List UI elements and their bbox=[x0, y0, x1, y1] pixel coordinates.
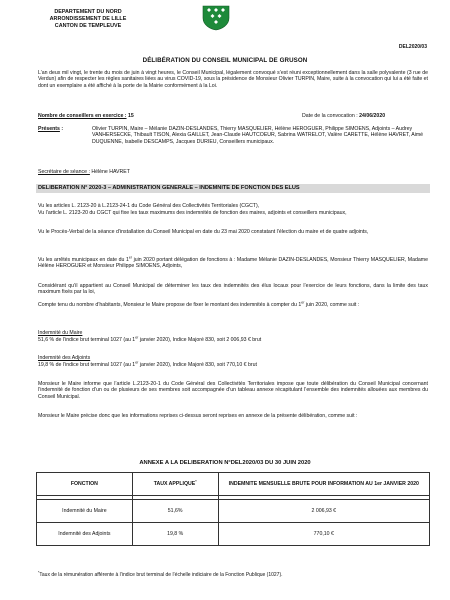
mayor-indemnity-text bbox=[38, 337, 261, 343]
members-count bbox=[38, 113, 134, 119]
annex-cell-rate: 51,6% bbox=[132, 500, 218, 523]
paragraph-article-2123-20-1: Monsieur le Maire informe que l’article L.2123-20-1 du Code Général des Collectivités Territoriales impose que toute délibération du Conseil Municipal concernant l’indemnité de fonction d’un ou de plusieurs de ses membres soit accompagnée d’un tableau annexe récapitulant l’ensemble des indemnités allouées aux membres du Conseil Municipal. bbox=[38, 381, 428, 400]
footnote-text: Taux de la rémunération afférente à l’indice brut terminal de l’échelle indiciaire de la Fonction Publique (1027). bbox=[39, 572, 283, 578]
mayor-sup: er bbox=[135, 335, 139, 340]
administrative-header bbox=[28, 9, 148, 30]
annex-header-rate-text: TAUX APPLIQUE bbox=[153, 481, 196, 487]
annex-cell-function: Indemnité du Maire bbox=[37, 500, 133, 523]
adjoints-sup: er bbox=[135, 360, 139, 365]
table-row bbox=[37, 523, 430, 546]
document-title: DÉLIBÉRATION DU CONSEIL MUNICIPAL DE GRUSON bbox=[142, 57, 308, 64]
table-row bbox=[37, 500, 430, 523]
secretary-value: Hélène HAVRET bbox=[91, 169, 130, 175]
paragraph-considering: Considérant qu’il appartient au Conseil Municipal de déterminer les taux des indemnités des élus locaux pour l’exercice de leurs fonctions, dans la limite des taux maximum fixés par la loi, bbox=[38, 283, 428, 296]
secretary-label: Secrétaire de séance : bbox=[38, 169, 90, 175]
mayor-indemnity-label: Indemnité du Maire bbox=[38, 330, 83, 336]
annex-title: ANNEXE A LA DELIBERATION N°DEL2020/03 DU 30 JUIN 2020 bbox=[139, 460, 311, 466]
annex-table bbox=[36, 472, 430, 546]
annex-cell-function: Indemnité des Adjoints bbox=[37, 523, 133, 546]
paragraph-articles: Vu les articles L. 2123-20 à L.2123-24-1 du Code Général des Collectivités Territoriales (CGCT), bbox=[38, 203, 260, 209]
header-line-canton: CANTON DE TEMPLEUVE bbox=[54, 23, 122, 29]
adjoints-indemnity-text bbox=[38, 362, 257, 368]
proposal-sup: er bbox=[301, 300, 305, 305]
paragraph-delegation bbox=[38, 257, 428, 270]
annex-cell-amount: 2 006,93 € bbox=[218, 500, 429, 523]
intro-paragraph: L’an deux mil vingt, le trente du mois de juin à vingt heures, le Conseil Municipal, légalement convoqué s’est réuni exceptionnellement dans la salle polyvalente (3 rue de Verdun) afin de respecter les règles sanitaires liées au virus COVID-19, sous la présidence de Monsieur Olivier TURPIN, Maire, suite à la convocation qui lui a été faite et dont un exemplaire a été affiché à la porte de la Mairie conformément à la Loi. bbox=[38, 70, 428, 89]
deliberation-title-band: DELIBERATION N° 2020-3 – ADMINISTRATION GENERALE – INDEMNITE DE FONCTION DES ELUS bbox=[36, 184, 430, 193]
convocation-date-value: 24/06/2020 bbox=[359, 113, 386, 119]
footnote-mark: * bbox=[38, 570, 40, 575]
presents-label: Présents bbox=[38, 126, 60, 132]
mayor-text-start: 51,6 % de l’indice brut terminal 1027 (au 1 bbox=[38, 337, 136, 343]
annex-cell-rate: 19,8 % bbox=[132, 523, 218, 546]
delegation-text-start: Vu les arrêtés municipaux en date du 1 bbox=[38, 257, 129, 263]
proposal-text-end: juin 2020, comme suit : bbox=[304, 302, 360, 308]
annex-header-rate-mark: * bbox=[195, 479, 197, 484]
footnote bbox=[38, 572, 283, 578]
secretary-line bbox=[38, 169, 130, 175]
annex-header-rate bbox=[132, 473, 218, 496]
members-count-label: Nombre de conseillers en exercice : bbox=[38, 113, 127, 119]
header-line-arrondissement: ARRONDISSEMENT DE LILLE bbox=[49, 16, 127, 22]
paragraph-annex-notice: Monsieur le Maire précise donc que les informations reprises ci-dessus seront reprises en annexe de la présente délibération, comme suit : bbox=[38, 413, 358, 419]
convocation-date bbox=[302, 113, 385, 119]
municipal-coat-of-arms-logo bbox=[201, 5, 231, 31]
adjoints-text-end: janvier 2020), Indice Majoré 830, soit 770,10 € brut bbox=[138, 362, 257, 368]
annex-header-function: FONCTION bbox=[37, 473, 133, 496]
annex-cell-amount: 770,10 € bbox=[218, 523, 429, 546]
annex-header-indemnity: INDEMNITE MENSUELLE BRUTE POUR INFORMATION AU 1er JANVIER 2020 bbox=[218, 473, 429, 496]
delegation-text-end: juin 2020 portant délégation de fonctions à : Madame Mélanie DAZIN-DESLANDES, Monsieur Thierry MASQUELIER, Madame Hélène HEROGUER et Monsieur Philippe SIMOENS, Adjoints, bbox=[38, 257, 428, 270]
deliberation-reference: DEL2020/03 bbox=[398, 44, 427, 50]
delegation-sup: er bbox=[128, 255, 133, 260]
adjoints-indemnity-label: Indemnité des Adjoints bbox=[38, 355, 91, 361]
presents-label-wrap: Présents : bbox=[38, 126, 64, 132]
mayor-text-end: janvier 2020), Indice Majoré 830, soit 2 006,93 € brut bbox=[138, 337, 262, 343]
presents-names: Olivier TURPIN, Maire – Mélanie DAZIN-DESLANDES, Thierry MASQUELIER, Hélène HEROGUER, Philippe SIMOENS, Adjoints – Audrey VANHERSECKE, Thibault TISON, Alexia GAILLET, Jean-Claude HAUTCOEUR, Sabrina WATRELOT, Valère CARETTE, Hélène HAVRET, Aimé DUQUENNE, Isabelle DESCAMPS, Jacques DURIEU, Conseillers municipaux. bbox=[92, 126, 424, 145]
header-line-department: DEPARTEMENT DU NORD bbox=[54, 9, 122, 15]
members-count-value: 15 bbox=[127, 113, 134, 119]
convocation-date-label: Date de la convocation : bbox=[302, 113, 358, 119]
annex-header-row bbox=[37, 473, 430, 496]
paragraph-installation: Vu le Procès-Verbal de la séance d’installation du Conseil Municipal en date du 23 mai 2020 constatant l’élection du maire et de quatre adjoints, bbox=[38, 229, 369, 235]
adjoints-text-start: 19,8 % de l’indice brut terminal 1027 (au 1 bbox=[38, 362, 136, 368]
paragraph-proposal bbox=[38, 302, 428, 308]
paragraph-article-2123: Vu l’article L. 2123-20 du CGCT qui fixe les taux maximums des indemnités de fonction des maires, adjoints et conseillers municipaux, bbox=[38, 210, 347, 216]
proposal-text-start: Compte tenu du nombre d’habitants, Monsieur le Maire propose de fixer le montant des indemnités à compter du 1 bbox=[38, 302, 302, 308]
